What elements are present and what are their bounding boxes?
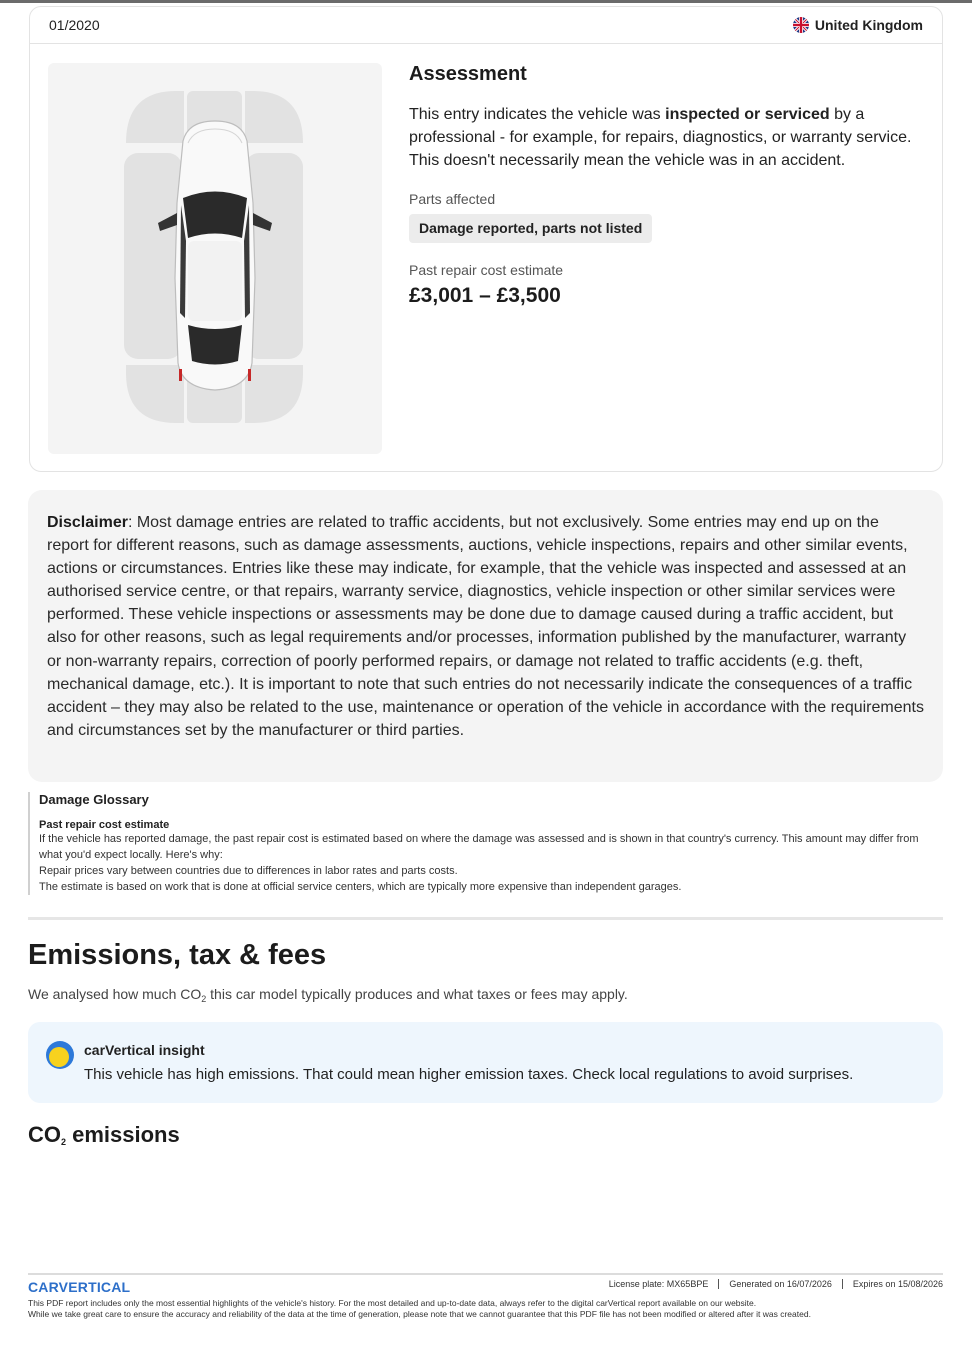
section-divider (28, 917, 943, 920)
assessment-text-end: by a professional - for example, for repairs, diagnostics, or warranty service. This doesn't necessarily mean the vehicle was in an accident. (409, 106, 912, 169)
car-damage-diagram (48, 63, 382, 454)
footer-divider (28, 1273, 943, 1275)
co2-title-subscript: 2 (61, 1137, 67, 1147)
entry-date: 01/2020 (49, 17, 100, 33)
uk-flag-icon (793, 17, 809, 33)
footer-note-line: While we take great care to ensure the accuracy and reliability of the data at the time of generation, please note that we cannot guarantee that this PDF file has not been modified or altered after it was created. (28, 1309, 811, 1319)
glossary-title: Damage Glossary (39, 792, 149, 807)
co2-title-end: emissions (66, 1122, 180, 1147)
emissions-section-title: Emissions, tax & fees (28, 939, 327, 971)
insight-title: carVertical insight (84, 1042, 205, 1058)
subtitle-subscript: 2 (201, 994, 207, 1004)
generated-date: Generated on 16/07/2026 (718, 1279, 842, 1289)
parts-affected-label: Parts affected (409, 191, 496, 207)
carvertical-insight-icon (46, 1041, 74, 1069)
report-meta (599, 1279, 943, 1289)
disclaimer-label: Disclaimer (47, 514, 128, 531)
co2-title-start: CO (28, 1122, 61, 1147)
footer-note (28, 1298, 943, 1320)
insight-text: This vehicle has high emissions. That could mean higher emission taxes. Check local regulations to avoid surprises. (84, 1066, 854, 1083)
carvertical-logo: CARVERTICAL (28, 1279, 131, 1295)
license-plate: License plate: MX65BPE (608, 1279, 709, 1289)
assessment-title: Assessment (409, 63, 527, 85)
glossary-term: Past repair cost estimate (39, 819, 170, 831)
assessment-text-start: This entry indicates the vehicle was (409, 106, 666, 123)
top-border (0, 0, 972, 3)
damage-glossary (28, 792, 944, 895)
country-name: United Kingdom (814, 17, 923, 33)
carvertical-insight-box (28, 1022, 943, 1103)
expiry-date: Expires on 15/08/2026 (842, 1279, 943, 1289)
repair-cost-value: £3,001 – £3,500 (409, 284, 561, 307)
damage-entry-card (29, 6, 943, 472)
assessment-text-highlight: inspected or serviced (665, 106, 830, 123)
repair-cost-label: Past repair cost estimate (409, 262, 564, 278)
entry-header (30, 7, 942, 44)
disclaimer-box (28, 490, 943, 782)
subtitle-text-start: We analysed how much CO (28, 986, 202, 1002)
assessment-section (409, 63, 929, 308)
car-top-view-icon (48, 63, 382, 454)
emissions-subtitle (28, 986, 628, 1004)
co2-emissions-title (28, 1122, 180, 1148)
glossary-line: Repair prices vary between countries due to differences in labor rates and parts costs. (39, 865, 458, 877)
subtitle-text-end: this car model typically produces and what taxes or fees may apply. (206, 986, 628, 1002)
glossary-line: If the vehicle has reported damage, the past repair cost is estimated based on where the damage was assessed and is shown in that country's currency. This amount may differ from what you'd expect locally. Here's why: (39, 833, 919, 861)
parts-affected-chip: Damage reported, parts not listed (409, 214, 652, 243)
entry-country (793, 17, 923, 33)
assessment-description (409, 103, 929, 172)
disclaimer-text: : Most damage entries are related to traffic accidents, but not exclusively. Some entries may end up on the report for different reasons, such as damage assessments, auctions, vehicle inspections, repairs and other similar events, actions or circumstances. Entries like these may indicate, for example, that the vehicle was inspected and assessed at an authorised service centre, or that repairs, warranty service, diagnostics, vehicle inspection or other similar services were performed. These vehicle inspections or assessments may be done due to damage caused during a traffic accident, but also for other reasons, such as legal requirements and/or processes, information published by the manufacturer, warranty or non-warranty repairs, correction of poorly performed repairs, or damage not related to traffic accidents (e.g. theft, mechanical damage, etc.). It is important to note that such entries do not necessarily indicate the consequences of a traffic accident – they may also be related to the use, maintenance or operation of the vehicle in accordance with the requirements and circumstances set by the manufacturer or third parties. (47, 514, 924, 739)
footer-note-line: This PDF report includes only the most essential highlights of the vehicle's history. For the most detailed and up-to-date data, always refer to the digital carVertical report available on our website. (28, 1298, 757, 1308)
glossary-line: The estimate is based on work that is done at official service centers, which are typically more expensive than independent garages. (39, 881, 682, 893)
